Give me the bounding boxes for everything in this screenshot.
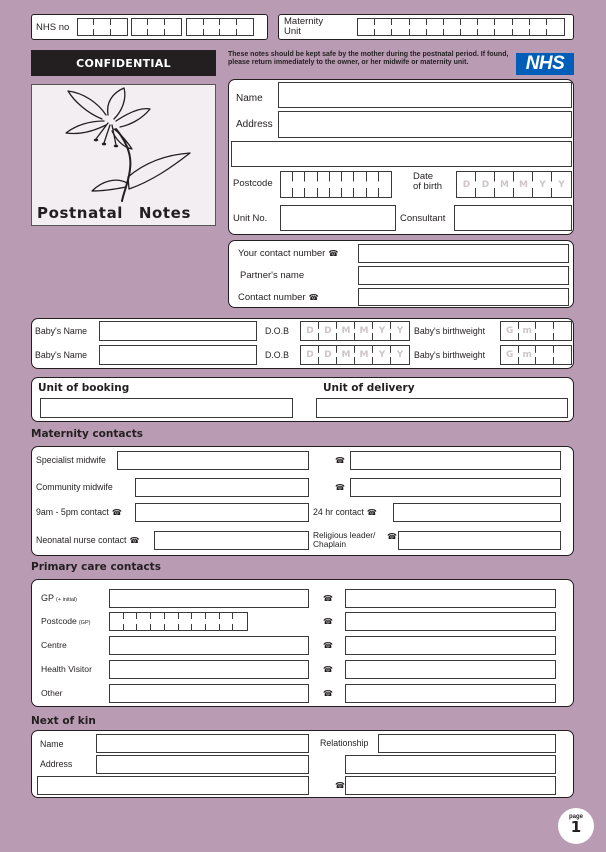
date-of-birth-label: Date of birth	[413, 171, 443, 192]
digit-cell[interactable]: Y	[533, 172, 552, 197]
kin-phone-field[interactable]	[345, 776, 556, 795]
digit-cell[interactable]: D	[319, 346, 337, 364]
digit-cell[interactable]	[151, 613, 165, 630]
digit-cell[interactable]: M	[355, 346, 373, 364]
digit-cell[interactable]	[124, 613, 138, 630]
your-contact-number-field[interactable]	[358, 244, 569, 263]
nhs-number-group-3[interactable]	[186, 18, 254, 36]
neonatal-nurse-label	[36, 536, 139, 545]
digit-cell[interactable]: D	[301, 322, 319, 340]
maternity-contacts-heading: Maternity contacts	[31, 428, 143, 440]
digit-cell[interactable]	[187, 19, 204, 35]
digit-cell[interactable]: m	[519, 346, 537, 364]
unit-of-booking-label: Unit of booking	[38, 382, 130, 394]
digit-cell[interactable]: M	[495, 172, 514, 197]
digit-cell[interactable]	[358, 19, 375, 35]
kin-relationship-label: Relationship	[320, 738, 369, 748]
specialist-midwife-phone-field[interactable]	[350, 451, 561, 470]
digit-cell[interactable]: Y	[373, 346, 391, 364]
maternity-unit-code-cells[interactable]	[357, 18, 565, 36]
digit-cell[interactable]	[132, 19, 148, 35]
safekeeping-notice: These notes should be kept safe by the mother during the postnatal period. If found, please return immediately to the owner, or her midwife or maternity unit.	[228, 51, 509, 66]
kin-address-field-line-2[interactable]	[37, 776, 309, 795]
postcode-label: Postcode	[233, 178, 273, 189]
address-field-line-1[interactable]	[278, 111, 572, 138]
baby-details-box	[31, 318, 574, 369]
digit-cell[interactable]: M	[337, 322, 355, 340]
digit-cell[interactable]	[410, 19, 427, 35]
community-midwife-label: Community midwife	[36, 482, 113, 492]
digit-cell[interactable]	[165, 19, 181, 35]
digit-cell[interactable]: D	[319, 322, 337, 340]
contact-number-field[interactable]	[358, 288, 569, 306]
digit-cell[interactable]	[204, 19, 221, 35]
page-label: page	[568, 814, 583, 820]
baby-name-label: Baby's Name	[35, 350, 88, 360]
kin-address-field-line-1[interactable]	[96, 755, 309, 774]
day-contact-text: 9am - 5pm contact	[36, 507, 109, 517]
day-contact-field[interactable]	[135, 503, 309, 522]
centre-field[interactable]	[109, 636, 309, 655]
health-visitor-phone-field[interactable]	[345, 660, 556, 679]
digit-cell[interactable]	[444, 19, 461, 35]
page-badge	[558, 808, 594, 844]
24hr-contact-text: 24 hr contact	[313, 507, 364, 517]
digit-cell[interactable]: Y	[558, 179, 565, 190]
address-label: Address	[236, 119, 273, 130]
health-visitor-label: Health Visitor	[41, 664, 92, 674]
day-contact-label	[36, 508, 122, 517]
gp-note: (+ initial)	[56, 597, 77, 603]
phone-icon	[387, 533, 397, 541]
nhs-number-group-1[interactable]	[77, 18, 128, 36]
baby-dob-cells[interactable]	[300, 345, 410, 365]
nhs-number-box	[31, 14, 268, 40]
digit-cell[interactable]	[547, 19, 564, 35]
digit-cell[interactable]	[379, 172, 391, 197]
digit-cell[interactable]: D	[457, 172, 476, 197]
digit-cell[interactable]	[206, 613, 220, 630]
baby-birthweight-label: Baby's birthweight	[414, 350, 486, 360]
neonatal-nurse-field[interactable]	[154, 531, 309, 550]
baby-name-field[interactable]	[99, 321, 257, 341]
digit-cell[interactable]	[94, 19, 110, 35]
phone-icon	[323, 666, 333, 674]
gp-postcode-label	[41, 617, 90, 627]
phone-icon	[309, 294, 319, 302]
digit-cell[interactable]	[165, 613, 179, 630]
kin-name-label: Name	[40, 739, 64, 749]
baby-dob-label: D.O.B	[265, 326, 289, 336]
lily-illustration	[32, 85, 215, 203]
baby-dob-cells[interactable]	[300, 321, 410, 341]
address-field-line-2[interactable]	[231, 141, 572, 167]
phone-icon	[323, 690, 333, 698]
digit-cell[interactable]: M	[355, 322, 373, 340]
baby-birthweight-label: Baby's birthweight	[414, 326, 486, 336]
kin-name-field[interactable]	[96, 734, 309, 753]
digit-cell[interactable]	[536, 322, 554, 340]
digit-cell[interactable]	[461, 19, 478, 35]
digit-cell[interactable]	[330, 172, 342, 197]
digit-cell[interactable]	[220, 613, 234, 630]
gp-text: GP	[41, 593, 55, 603]
kin-relationship-field[interactable]	[378, 734, 556, 753]
other-label: Other	[41, 688, 63, 698]
phone-icon	[323, 642, 333, 650]
phone-icon	[335, 782, 345, 790]
digit-cell[interactable]: M	[337, 346, 355, 364]
digit-cell[interactable]	[233, 613, 247, 630]
digit-cell[interactable]	[392, 19, 409, 35]
baby-dob-label: D.O.B	[265, 350, 289, 360]
unit-of-delivery-field[interactable]	[316, 398, 568, 418]
your-contact-number-text: Your contact number	[238, 248, 326, 259]
digit-cell[interactable]	[354, 172, 366, 197]
unit-number-label: Unit No.	[233, 213, 268, 224]
digit-cell[interactable]	[495, 19, 512, 35]
phone-icon	[367, 509, 377, 517]
baby-name-field[interactable]	[99, 345, 257, 365]
your-contact-number-label	[238, 249, 338, 259]
gp-field[interactable]	[109, 589, 309, 608]
nhs-number-label: NHS no	[36, 22, 70, 33]
digit-cell[interactable]	[375, 19, 392, 35]
phone-icon	[323, 618, 333, 626]
centre-phone-field[interactable]	[345, 636, 556, 655]
cover-illustration-panel	[31, 84, 216, 226]
gp-postcode-cells[interactable]	[109, 612, 248, 631]
digit-cell[interactable]	[478, 19, 495, 35]
digit-cell[interactable]: D	[476, 172, 495, 197]
digit-cell[interactable]	[110, 613, 124, 630]
digit-cell[interactable]: Y	[396, 350, 404, 360]
unit-number-field[interactable]	[280, 205, 396, 231]
digit-cell[interactable]	[78, 19, 94, 35]
other-phone-field[interactable]	[345, 684, 556, 703]
baby-birthweight-cells[interactable]	[500, 321, 572, 341]
24hr-contact-label	[313, 508, 377, 517]
religious-leader-label: Religious leader/ Chaplain	[313, 530, 376, 549]
partners-name-field[interactable]	[358, 266, 569, 285]
mother-details-box	[228, 79, 574, 235]
digit-cell[interactable]: M	[514, 172, 533, 197]
primary-care-box	[31, 579, 574, 707]
digit-cell[interactable]: Y	[373, 322, 391, 340]
consultant-field[interactable]	[454, 205, 572, 231]
specialist-midwife-field[interactable]	[117, 451, 309, 470]
digit-cell[interactable]: D	[301, 346, 319, 364]
partners-name-label: Partner's name	[240, 270, 305, 281]
digit-cell[interactable]	[554, 322, 572, 340]
digit-cell[interactable]	[281, 172, 293, 197]
kin-address-label: Address	[40, 759, 73, 769]
digit-cell[interactable]: G	[501, 346, 519, 364]
centre-label: Centre	[41, 640, 67, 650]
consultant-label: Consultant	[400, 213, 446, 224]
name-field[interactable]	[278, 82, 572, 108]
digit-cell[interactable]	[220, 19, 237, 35]
other-field[interactable]	[109, 684, 309, 703]
gp-phone-field[interactable]	[345, 589, 556, 608]
digit-cell[interactable]	[427, 19, 444, 35]
specialist-midwife-label: Specialist midwife	[36, 455, 106, 465]
24hr-contact-field[interactable]	[393, 503, 561, 522]
phone-icon	[112, 509, 122, 517]
postcode-cells[interactable]	[280, 171, 392, 198]
digit-cell[interactable]	[513, 19, 530, 35]
next-of-kin-heading: Next of kin	[31, 715, 96, 727]
digit-cell[interactable]	[179, 613, 193, 630]
phone-icon	[323, 595, 333, 603]
unit-of-delivery-label: Unit of delivery	[323, 382, 415, 394]
name-label: Name	[236, 93, 263, 104]
confidential-banner: CONFIDENTIAL	[31, 50, 216, 76]
gp-label	[41, 594, 77, 604]
nhs-number-group-2[interactable]	[131, 18, 182, 36]
digit-cell[interactable]	[342, 172, 354, 197]
contact-number-label	[238, 293, 319, 303]
digit-cell[interactable]	[111, 19, 127, 35]
phone-icon	[335, 484, 345, 492]
baby-name-label: Baby's Name	[35, 326, 88, 336]
baby-birthweight-cells[interactable]	[500, 345, 572, 365]
digit-cell[interactable]: m	[519, 322, 537, 340]
next-of-kin-box	[31, 730, 574, 798]
digit-cell[interactable]	[530, 19, 547, 35]
religious-leader-field[interactable]	[398, 531, 561, 550]
health-visitor-field[interactable]	[109, 660, 309, 679]
page-number: 1	[570, 818, 582, 836]
units-box	[31, 377, 574, 422]
cover-title: Postnatal Notes	[37, 204, 191, 222]
community-midwife-field[interactable]	[135, 478, 309, 497]
digit-cell[interactable]	[536, 346, 554, 364]
neonatal-nurse-text: Neonatal nurse contact	[36, 535, 127, 545]
kin-extra-field[interactable]	[345, 755, 556, 774]
maternity-unit-label: Maternity Unit	[284, 16, 324, 37]
date-of-birth-cells[interactable]	[456, 171, 572, 198]
gp-postcode-note: (GP)	[78, 620, 91, 626]
digit-cell[interactable]	[367, 172, 379, 197]
digit-cell[interactable]	[137, 613, 151, 630]
phone-icon	[335, 457, 345, 465]
contact-box	[228, 240, 574, 308]
gp-postcode-text: Postcode	[41, 616, 77, 626]
phone-icon	[328, 250, 338, 258]
gp-postcode-phone-field[interactable]	[345, 612, 556, 631]
community-midwife-phone-field[interactable]	[350, 478, 561, 497]
digit-cell[interactable]: G	[501, 322, 519, 340]
nhs-logo: NHS	[516, 53, 574, 75]
primary-care-heading: Primary care contacts	[31, 561, 161, 573]
digit-cell[interactable]	[318, 172, 330, 197]
digit-cell[interactable]	[237, 19, 254, 35]
maternity-contacts-box	[31, 446, 574, 556]
digit-cell[interactable]	[148, 19, 164, 35]
phone-icon	[129, 537, 139, 545]
digit-cell[interactable]	[305, 172, 317, 197]
digit-cell[interactable]	[293, 172, 305, 197]
maternity-unit-box	[278, 14, 574, 40]
contact-number-text: Contact number	[238, 292, 306, 303]
unit-of-booking-field[interactable]	[40, 398, 293, 418]
digit-cell[interactable]: Y	[396, 326, 404, 336]
digit-cell[interactable]	[554, 346, 572, 364]
digit-cell[interactable]	[192, 613, 206, 630]
